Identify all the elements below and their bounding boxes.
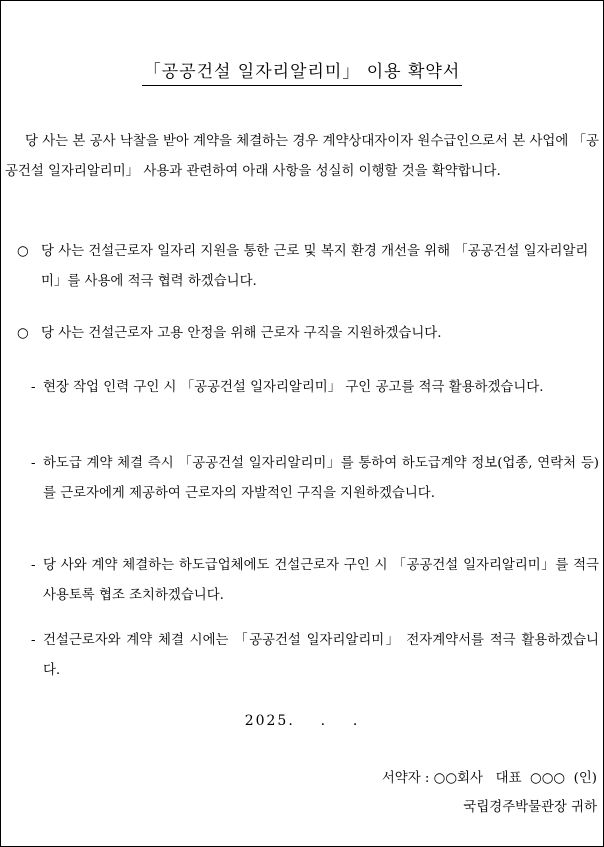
pledge-sub-item-text: 하도급 계약 체결 즉시 「공공건설 일자리알리미」를 통하여 하도급계약 정보(업종, 연락처 등)를 근로자에게 제공하여 근로자의 자발적인 구직을 지원하겠습니다. bbox=[43, 456, 599, 501]
document-title bbox=[1, 61, 603, 86]
pledge-sub-item bbox=[31, 373, 599, 403]
intro-paragraph bbox=[5, 127, 599, 187]
pledge-sub-item bbox=[31, 626, 599, 686]
pledge-item bbox=[17, 319, 599, 349]
pledge-sub-item-text: 현장 작업 인력 구인 시 「공공건설 일자리알리미」 구인 공고를 적극 활용하겠습니다. bbox=[43, 380, 544, 395]
circle-bullet-icon: ○ bbox=[17, 244, 29, 259]
dash-bullet-icon: - bbox=[31, 380, 36, 395]
intro-text: 당 사는 본 공사 낙찰을 받아 계약을 체결하는 경우 계약상대자이자 원수급인으로서 본 사업에 「공공건설 일자리알리미」 사용과 관련하여 아래 사항을 성실히 이행할 것을 확약합니다. bbox=[5, 134, 599, 179]
addressee-line: 국립경주박물관장 귀하 bbox=[463, 800, 597, 815]
pledge-date: 2025. . . bbox=[244, 713, 360, 729]
dash-bullet-icon: - bbox=[31, 558, 36, 573]
pledge-sub-item-text: 당 사와 계약 체결하는 하도급업체에도 건설근로자 구인 시 「공공건설 일자리알리미」를 적극 사용토록 협조 조치하겠습니다. bbox=[43, 558, 599, 603]
signer-line: 서약자 : ○○회사 대표 ○○○ (인) bbox=[381, 771, 597, 786]
pledge-item-text: 당 사는 건설근로자 고용 안정을 위해 근로자 구직을 지원하겠습니다. bbox=[41, 326, 442, 341]
document-title-text: 「공공건설 일자리알리미」 이용 확약서 bbox=[142, 61, 463, 86]
pledge-sub-item bbox=[31, 551, 599, 611]
dash-bullet-icon: - bbox=[31, 456, 36, 471]
pledge-sub-item bbox=[31, 449, 599, 509]
pledge-item-text: 당 사는 건설근로자 일자리 지원을 통한 근로 및 복지 환경 개선을 위해 「공공건설 일자리알리미」를 사용에 적극 협력 하겠습니다. bbox=[41, 244, 589, 289]
circle-bullet-icon: ○ bbox=[17, 326, 29, 341]
pledge-sub-item-text: 건설근로자와 계약 체결 시에는 「공공건설 일자리알리미」 전자계약서를 적극 활용하겠습니다. bbox=[43, 633, 599, 678]
pledge-item bbox=[17, 237, 599, 297]
dash-bullet-icon: - bbox=[31, 633, 36, 648]
